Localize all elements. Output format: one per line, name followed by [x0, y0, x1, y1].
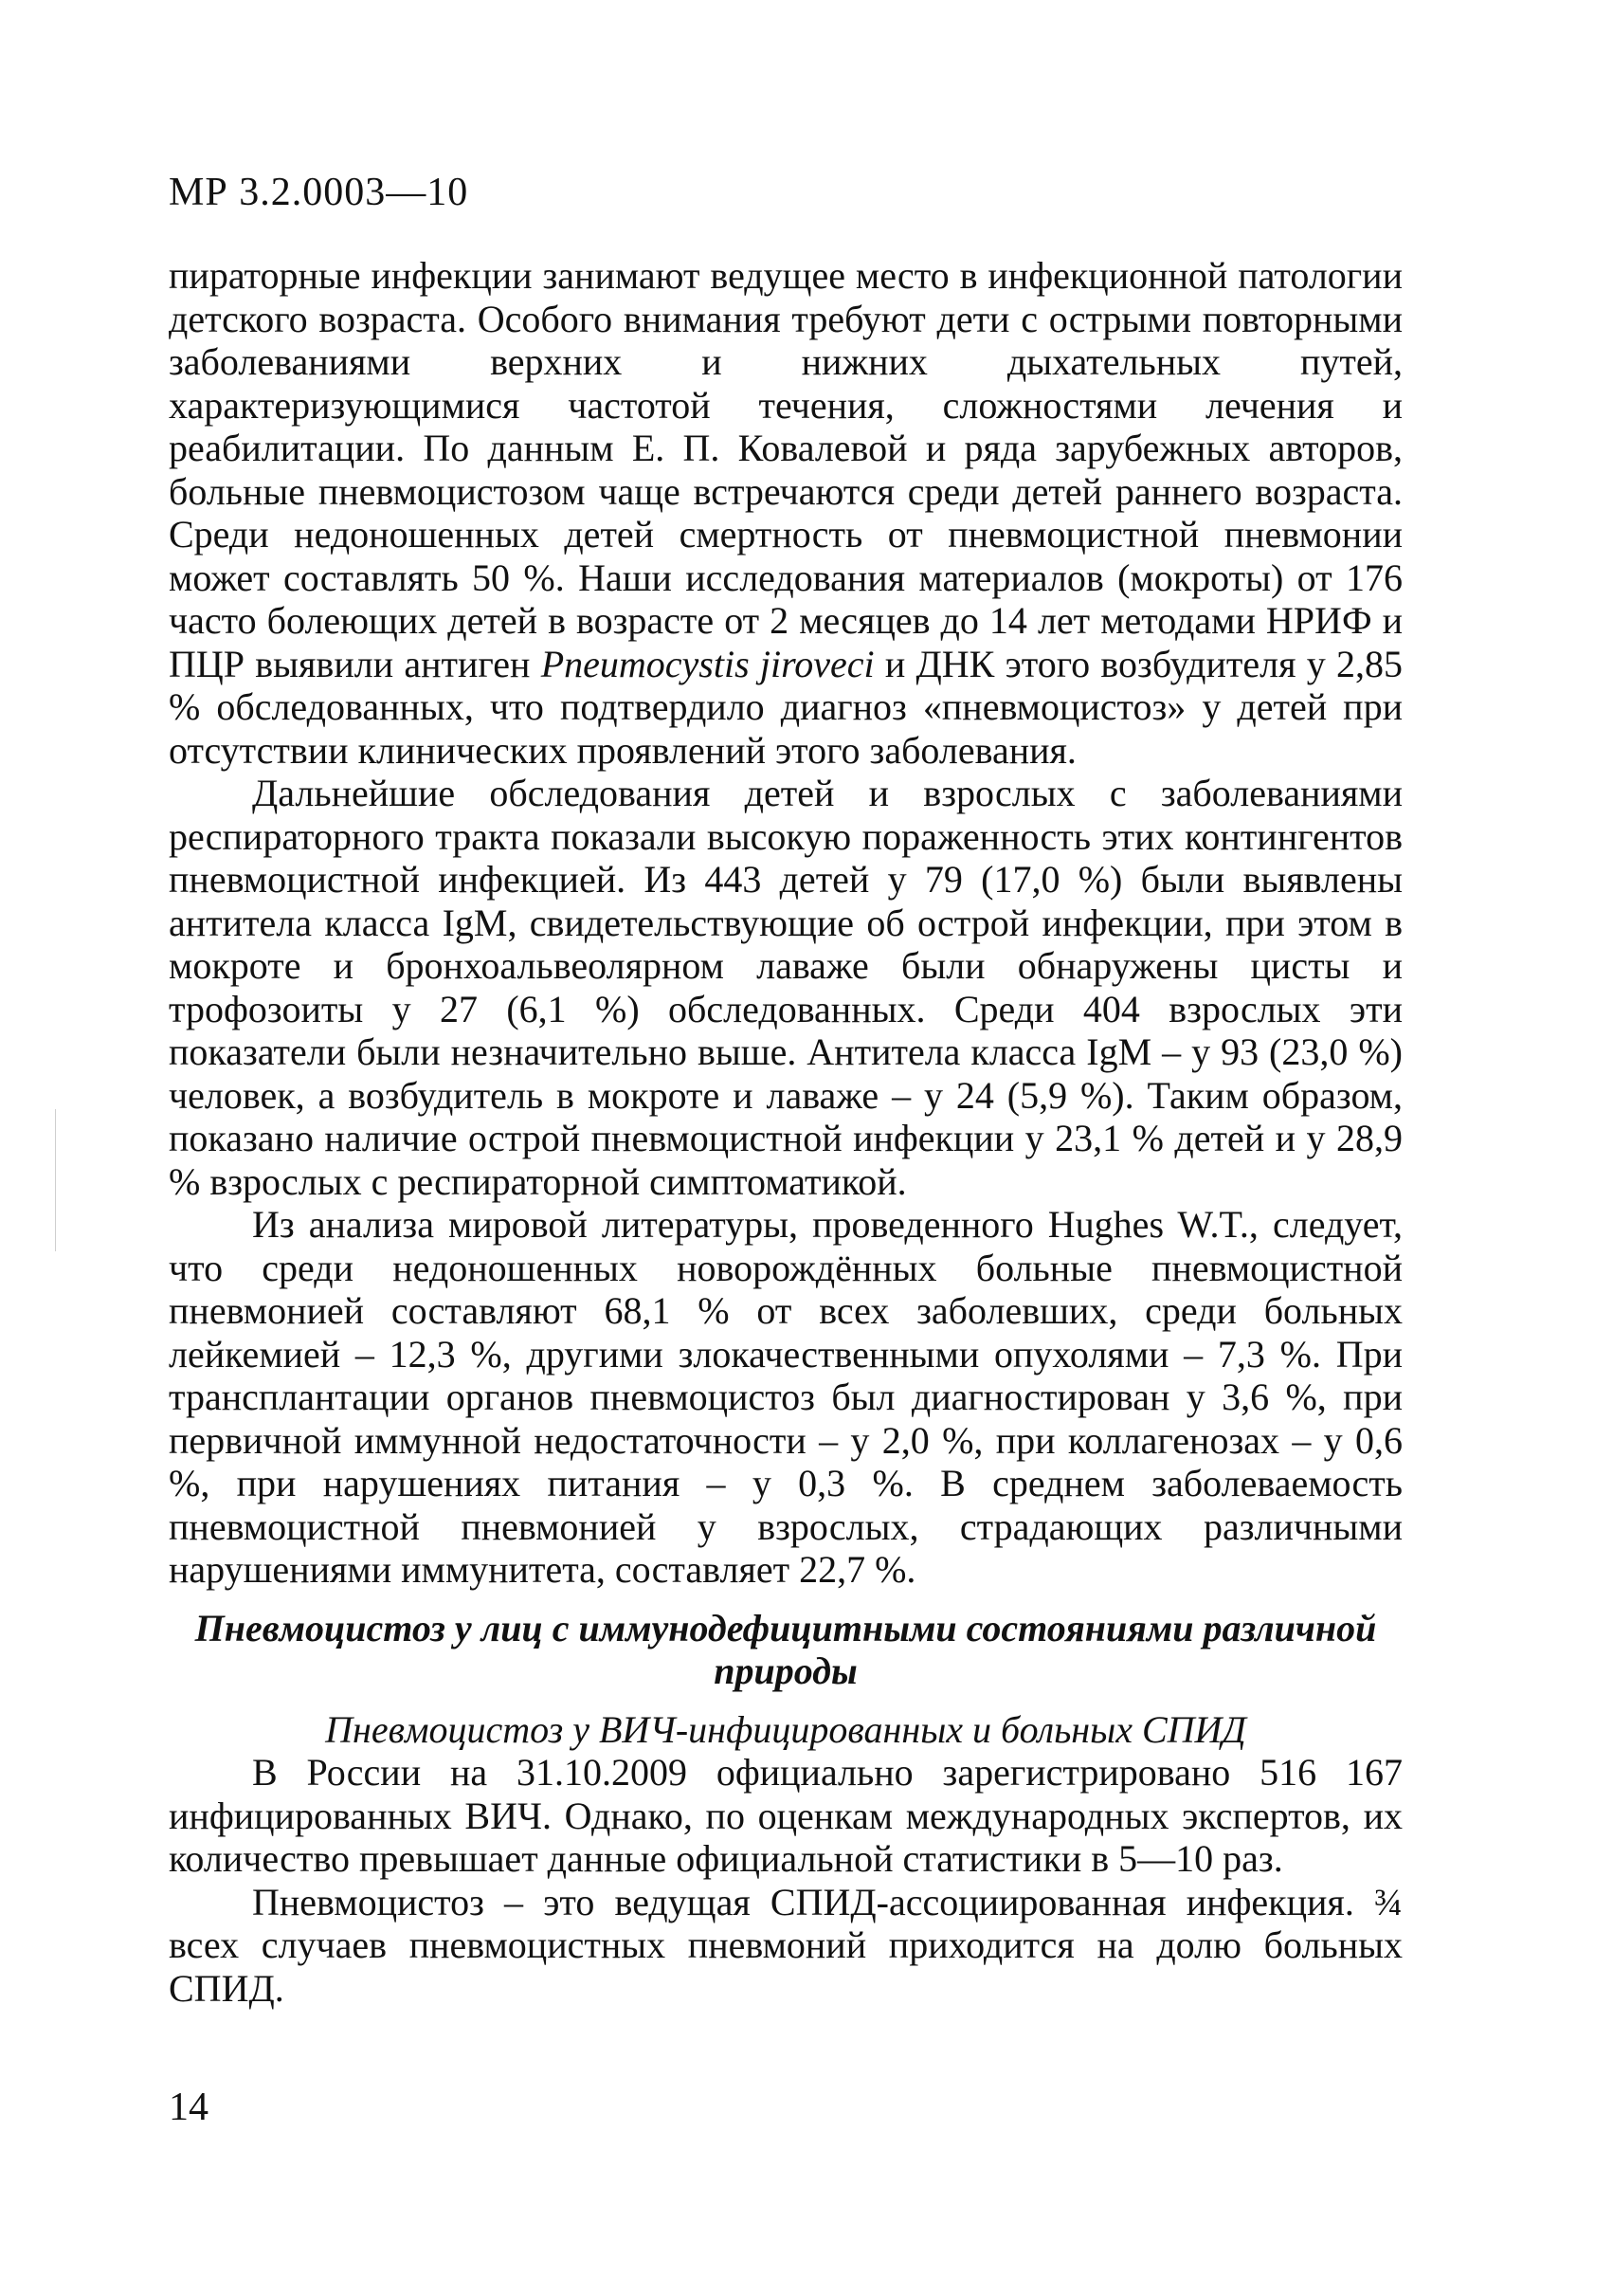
paragraph-aids-infection: Пневмоцистоз – это ведущая СПИД-ассоциированная инфекция. ¾ всех случаев пневмоцистных пневмоний приходится на долю больных СПИД. — [169, 1880, 1403, 2010]
paragraph-segment: и ДНК этого возбудителя у 2,85 % обследованных, что подтвердило диагноз «пневмоцистоз» у детей при отсутствии клинических проявлений этого заболевания. — [169, 642, 1403, 772]
document-code: МР 3.2.0003—10 — [169, 171, 469, 214]
section-heading: Пневмоцистоз у лиц с иммунодефицитными состояниями различной природы — [194, 1606, 1377, 1692]
section-subheading: Пневмоцистоз у ВИЧ-инфицированных и больных СПИД — [325, 1707, 1246, 1751]
paragraph-survey-results: Дальнейшие обследования детей и взрослых с заболеваниями респираторного тракта показали высокую пораженность этих контингентов пневмоцистной инфекцией. Из 443 детей у 79 (17,0 %) были выявлены антитела класса IgM, свидетельствующие об острой инфекции, при этом в мокроте и бронхоальвеолярном лаваже были обнаружены цисты и трофозоиты у 27 (6,1 %) обследованных. Среди 404 взрослых эти показатели были незначительно выше. Антитела класса IgM – у 93 (23,0 %) человек, а возбудитель в мокроте и лаваже – у 24 (5,9 %). Таким образом, показано наличие острой пневмоцистной инфекции у 23,1 % детей и у 28,9 % взрослых с респираторной симптоматикой. — [169, 772, 1403, 1203]
paragraph-continuation — [169, 254, 1403, 772]
pathogen-name: Pneumocystis jiroveci — [540, 642, 875, 685]
paragraph-hiv-statistics: В России на 31.10.2009 официально зарегистрировано 516 167 инфицированных ВИЧ. Однако, по оценкам международных экспертов, их количество превышает данные официальной статистики в 5—10 раз. — [169, 1751, 1403, 1880]
paragraph-literature-analysis: Из анализа мировой литературы, проведенного Hughes W.T., следует, что среди недоношенных новорождённых больные пневмоцистной пневмонией составляют 68,1 % от всех заболевших, среди больных лейкемией – 12,3 %, другими злокачественными опухолями – 7,3 %. При трансплантации органов пневмоцистоз был диагностирован у 3,6 %, при первичной иммунной недостаточности – у 2,0 %, при коллагенозах – у 0,6 %, при нарушениях питания – у 0,3 %. В среднем заболеваемость пневмоцистной пневмонией у взрослых, страдающих различными нарушениями иммунитета, составляет 22,7 %. — [169, 1203, 1403, 1591]
page-number: 14 — [169, 2086, 208, 2129]
paragraph-segment: пираторные инфекции занимают ведущее место в инфекционной патологии детского возраста. Особого внимания требуют дети с острыми повторными заболеваниями верхних и нижних дыхательных путей, характеризующимися частотой течения, сложностями лечения и реабилитации. По данным Е. П. Ковалевой и ряда зарубежных авторов, больные пневмоцистозом чаще встречаются среди детей раннего возраста. Среди недоношенных детей смертность от пневмоцистной пневмонии может составлять 50 %. Наши исследования материалов (мокроты) от 176 часто болеющих детей в возрасте от 2 месяцев до 14 лет методами НРИФ и ПЦР выявили антиген — [169, 254, 1403, 685]
body-text — [169, 254, 1403, 2010]
scan-artifact-line — [55, 1109, 56, 1251]
